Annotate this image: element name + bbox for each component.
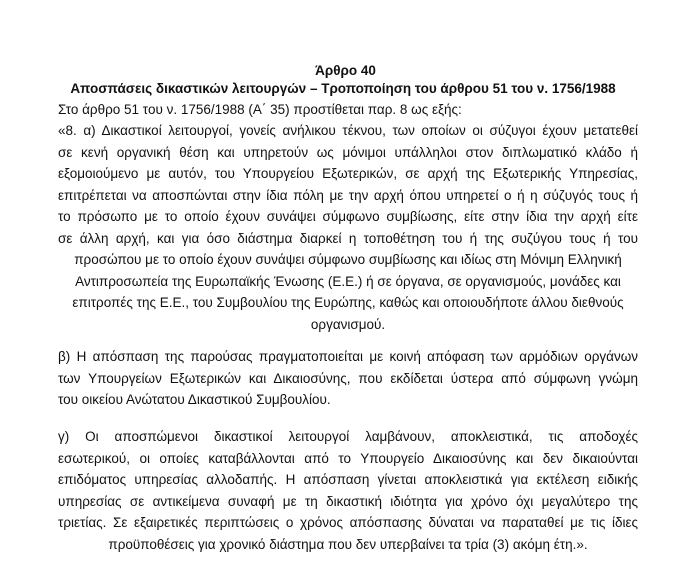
paragraph-c-line: γ) Οι αποσπώμενοι δικαστικοί λειτουργοί λαμβάνουν, αποκλειστικά, τις αποδοχές [58, 429, 638, 444]
paragraph-c-line: τριετίας. Σε εξαιρετικές περιπτώσεις ο χρόνος απόσπασης δύναται να παραταθεί με τις ίδιες [58, 515, 638, 530]
paragraph-b-line: των Υπουργείων Εξωτερικών και Δικαιοσύνης, που εκδίδεται ύστερα από σύμφωνη γνώμη [58, 370, 638, 386]
paragraph-a-line: Αντιπροσωπεία της Ευρωπαϊκής Ένωσης (Ε.Ε.) ή σε όργανα, σε οργανισμούς, μονάδες και [75, 273, 621, 289]
paragraph-a-line: οργανισμού. [310, 316, 386, 332]
paragraph-c [58, 426, 638, 555]
article-title: Αποσπάσεις δικαστικών λειτουργών – Τροποποίηση του άρθρου 51 του ν. 1756/1988 [70, 81, 616, 96]
paragraph-a [58, 120, 638, 335]
paragraph-a-line: εξομοιούμενο με αυτόν, του Υπουργείου Εξωτερικών, σε αρχή της Εξωτερικής Υπηρεσίας, [58, 166, 638, 181]
article-intro: Στο άρθρο 51 του ν. 1756/1988 (Α΄ 35) προστίθεται παρ. 8 ως εξής: [58, 102, 462, 117]
paragraph-a-line: επιτροπές της Ε.Ε., του Συμβουλίου της Ευρώπης, καθώς και οποιουδήποτε άλλου διεθνούς [72, 295, 624, 310]
paragraph-c-line: εσωτερικού, οι οποίες καταβάλλονται από το Υπουργείο Δικαιοσύνης και δεν δικαιούνται [58, 450, 638, 466]
paragraph-c-line: υπηρεσίας σε αντικείμενα συναφή με τη δικαστική ιδιότητα για χρόνο όχι μεγαλύτερο της [58, 493, 638, 509]
paragraph-c-line: προϋποθέσεις για χρονικό διάστημα που δεν υπερβαίνει τα τρία (3) ακόμη έτη.». [108, 536, 588, 552]
paragraph-a-line: σε κενή οργανική θέση και υπηρετούν ως μόνιμοι υπάλληλοι στον διπλωματικό κλάδο ή [58, 144, 638, 160]
paragraph-b [58, 346, 638, 411]
paragraph-a-line: προσώπου με το οποίο έχουν συνάψει σύμφωνο συμβίωσης και ιδίως στη Μόνιμη Ελληνική [74, 252, 622, 267]
paragraph-a-line: επιτρέπεται να αποσπώνται στην ίδια πόλη με την αρχή όπου υπηρετεί ο ή η σύζυγός τους ή [58, 187, 638, 203]
article-number: Άρθρο 40 [315, 63, 376, 78]
paragraph-a-line: «8. α) Δικαστικοί λειτουργοί, γονείς ανήλικου τέκνου, των οποίων οι σύζυγοι έχουν μετατεθεί [58, 123, 638, 138]
paragraph-b-line: του οικείου Ανώτατου Δικαστικού Συμβουλίου. [58, 392, 331, 407]
paragraph-a-line: το πρόσωπο με το οποίο έχουν συνάψει σύμφωνο συμβίωσης, είτε στην ίδια την αρχή είτε [58, 209, 638, 224]
paragraph-b-line: β) Η απόσπαση της παρούσας πραγματοποιείται με κοινή απόφαση των αρμόδιων οργάνων [58, 349, 638, 364]
paragraph-c-line: επιδόματος υπηρεσίας αλλοδαπής. Η απόσπαση γίνεται αποκλειστικά για εκτέλεση ειδικής [58, 472, 638, 487]
paragraph-a-line: σε άλλη αρχή, και για όσο διάστημα διαρκεί η τοποθέτηση του ή της συζύγου τους ή του [58, 230, 638, 246]
